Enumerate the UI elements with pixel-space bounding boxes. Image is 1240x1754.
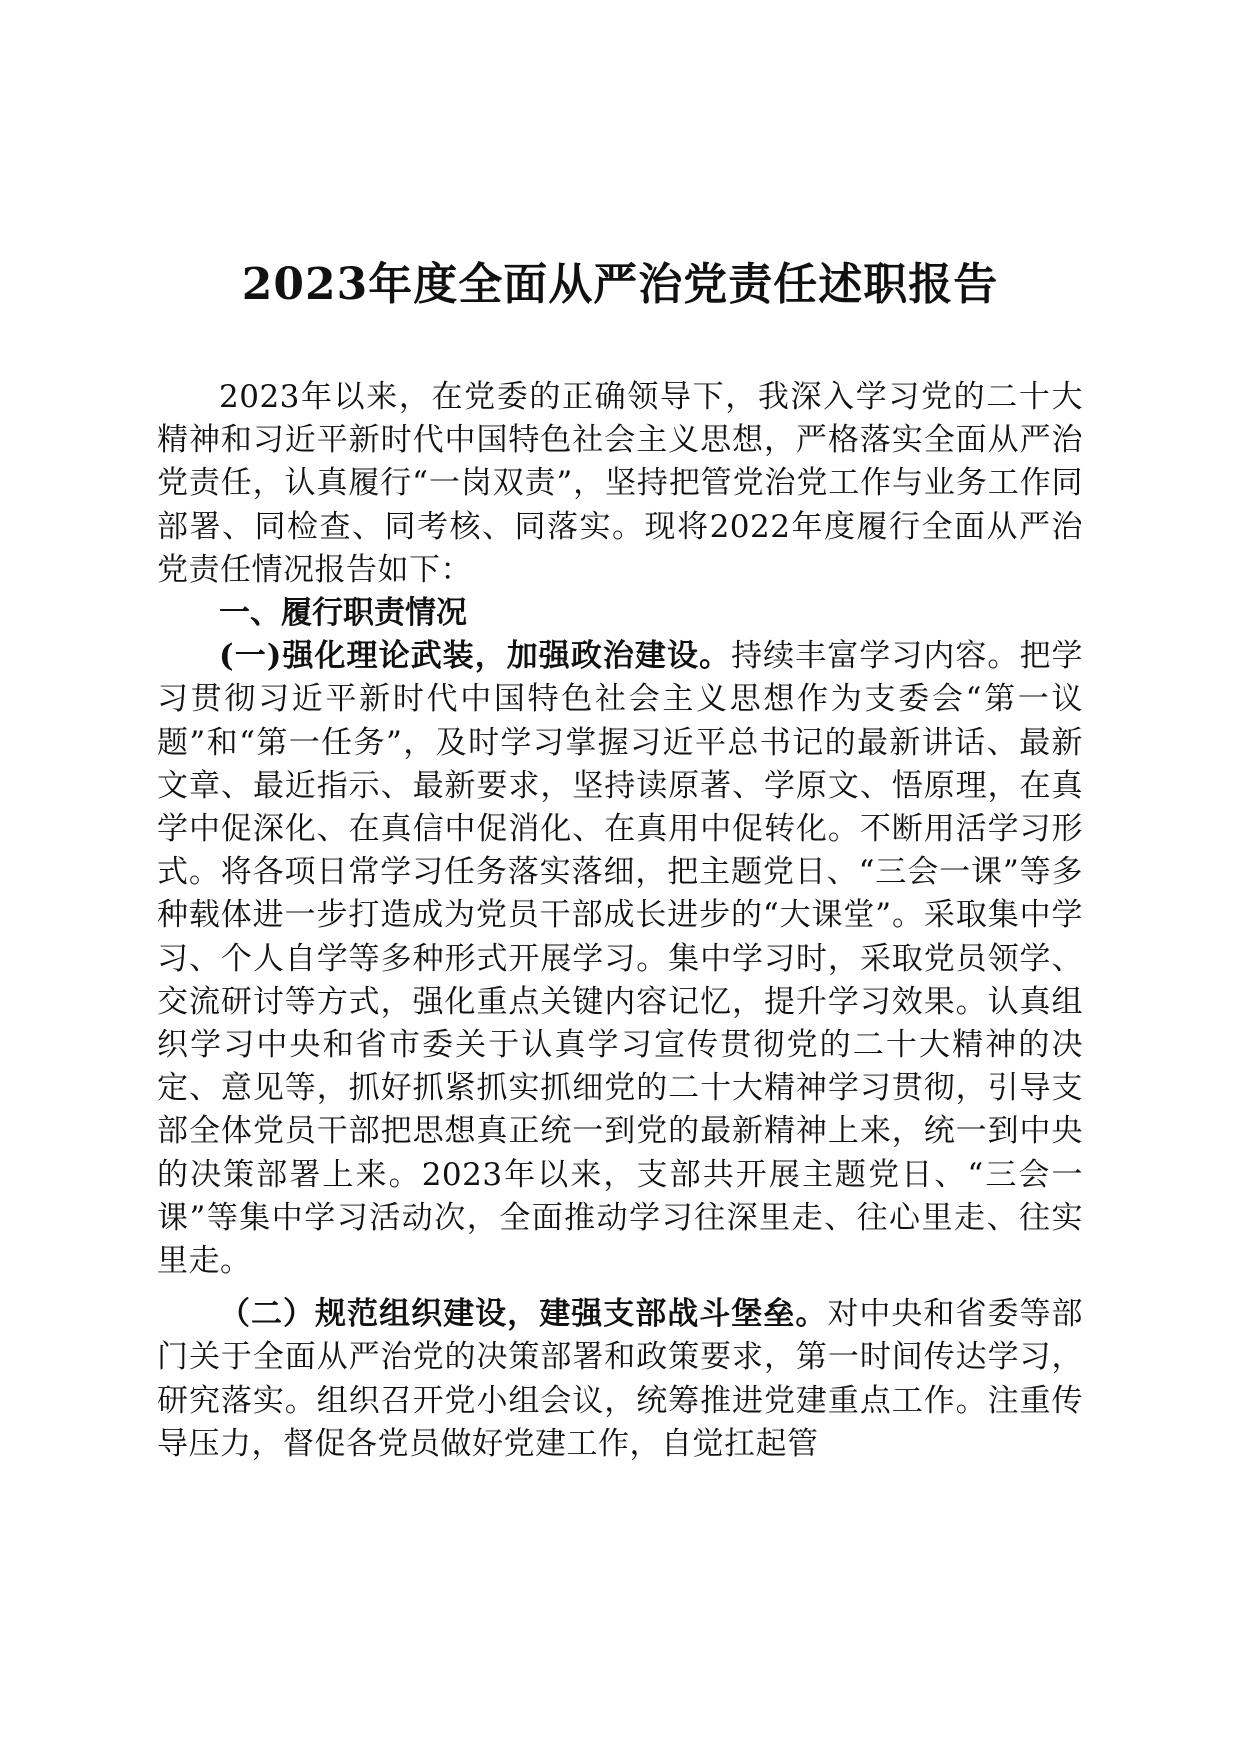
section-heading: 一、履行职责情况 bbox=[219, 595, 467, 632]
item-2-paragraph bbox=[157, 1293, 1083, 1466]
item-1-text: 持续丰富学习内容。把学习贯彻习近平新时代中国特色社会主义思想作为支委会“第一议题”和“第一任务”，及时学习掌握习近平总书记的最新讲话、最新文章、最近指示、最新要求，坚持读原著、学原文、悟原理，在真学中促深化、在真信中促消化、在真用中促转化。不断用活学习形式。将各项日常学习任务落实落细，把主题党日、“三会一课”等多种载体进一步打造成为党员干部成长进步的“大课堂”。采取集中学习、个人自学等多种形式开展学习。集中学习时，采取党员领学、交流研讨等方式，强化重点关键内容记忆，提升学习效果。认真组织学习中央和省市委关于认真学习宣传贯彻党的二十大精神的决定、意见等，抓好抓紧抓实抓细党的二十大精神学习贯彻，引导支部全体党员干部把思想真正统一到党的最新精神上来，统一到中央的决策部署上来。2023年以来，支部共开展主题党日、“三会一课”等集中学习活动次，全面推动学习往深里走、往心里走、往实里走。 bbox=[157, 638, 1083, 1280]
intro-paragraph: 2023年以来，在党委的正确领导下，我深入学习党的二十大精神和习近平新时代中国特色社会主义思想，严格落实全面从严治党责任，认真履行“一岗双责”，坚持把管党治党工作与业务工作同部署、同检查、同考核、同落实。现将2022年度履行全面从严治党责任情况报告如下： bbox=[157, 379, 1083, 588]
item-2-lead: （二）规范组织建设，建强支部战斗堡垒。 bbox=[219, 1296, 828, 1333]
document-body bbox=[157, 376, 1083, 1466]
item-1-lead: (一)强化理论武装，加强政治建设。 bbox=[219, 638, 732, 675]
document-title: 2023年度全面从严治党责任述职报告 bbox=[241, 259, 999, 310]
item-1-paragraph bbox=[157, 635, 1083, 1283]
item-2-text: 对中央和省委等部门关于全面从严治党的决策部署和政策要求，第一时间传达学习，研究落实。组织召开党小组会议，统筹推进党建重点工作。注重传导压力，督促各党员做好党建工作，自觉扛起管 bbox=[157, 1296, 1084, 1462]
